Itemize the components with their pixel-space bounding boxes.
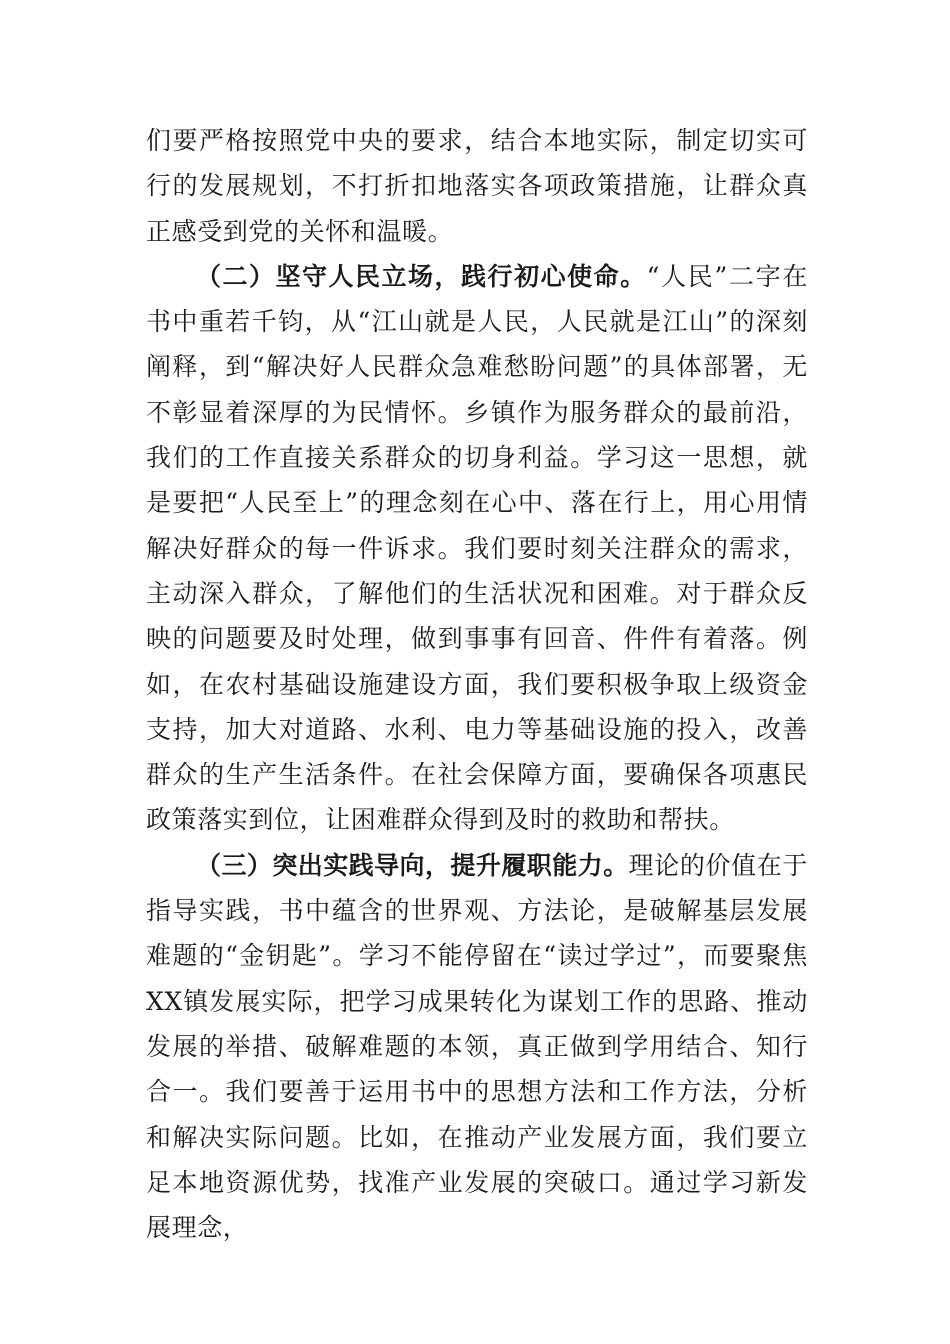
paragraph-section-3 — [146, 843, 808, 1251]
paragraph-body: 们要严格按照党中央的要求，结合本地实际，制定切实可行的发展规划，不打折扣地落实各项政策措施，让群众真正感受到党的关怀和温暖。 — [146, 126, 808, 246]
document-page — [146, 118, 808, 1250]
paragraph-section-2 — [146, 254, 808, 843]
section-heading: （三）突出实践导向，提升履职能力。 — [196, 850, 629, 880]
paragraph-body: “人民”二字在书中重若千钧，从“江山就是人民，人民就是江山”的深刻阐释，到“解决好人民群众急难愁盼问题”的具体部署，无不彰显着深厚的为民情怀。乡镇作为服务群众的最前沿，我们的工作直接关系群众的切身利益。学习这一思想，就是要把“人民至上”的理念刻在心中、落在行上，用心用情解决好群众的每一件诉求。我们要时刻关注群众的需求，主动深入群众，了解他们的生活状况和困难。对于群众反映的问题要及时处理，做到事事有回音、件件有着落。例如，在农村基础设施建设方面，我们要积极争取上级资金支持，加大对道路、水利、电力等基础设施的投入，改善群众的生产生活条件。在社会保障方面，要确保各项惠民政策落实到位，让困难群众得到及时的救助和帮扶。 — [146, 261, 808, 835]
paragraph-body: 理论的价值在于指导实践，书中蕴含的世界观、方法论，是破解基层发展难题的“金钥匙”。学习不能停留在“读过学过”，而要聚焦XX镇发展实际，把学习成果转化为谋划工作的思路、推动发展的举措、破解难题的本领，真正做到学用结合、知行合一。我们要善于运用书中的思想方法和工作方法，分析和解决实际问题。比如，在推动产业发展方面，我们要立足本地资源优势，找准产业发展的突破口。通过学习新发展理念， — [146, 850, 808, 1243]
paragraph-continuation — [146, 118, 808, 254]
section-heading: （二）坚守人民立场，践行初心使命。 — [196, 261, 647, 291]
